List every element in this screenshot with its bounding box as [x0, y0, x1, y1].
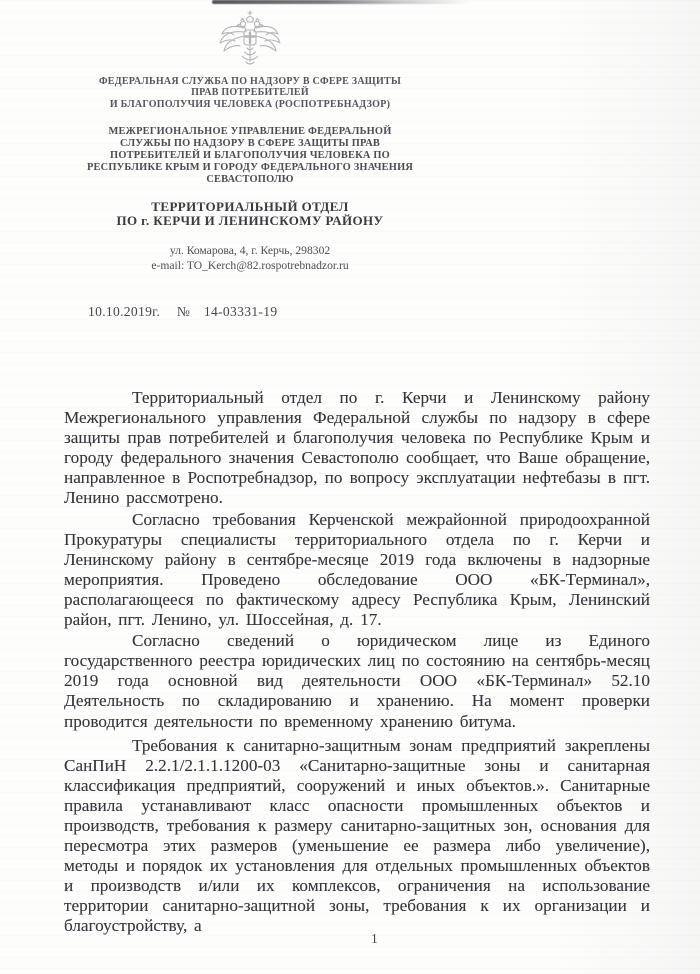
department-name [30, 126, 470, 186]
letter-body [64, 388, 650, 937]
body-paragraph-1: Территориальный отдел по г. Керчи и Ленинскому району Межрегионального управления Федеральной службы по надзору в сфере защиты прав потребителей и благополучия человека по Республике Крым и городу федерального значения Севастополю сообщает, что Ваше обращение, направленное в Роспотребнадзор, по вопросу эксплуатации нефтебазы в пгт. Ленино рассмотрено. [64, 388, 650, 508]
department-name-line: ПОТРЕБИТЕЛЕЙ И БЛАГОПОЛУЧИЯ ЧЕЛОВЕКА ПО [110, 149, 390, 161]
scan-artifact-top-streak [212, 0, 470, 4]
department-name-line: МЕЖРЕГИОНАЛЬНОЕ УПРАВЛЕНИЕ ФЕДЕРАЛЬНОЙ [108, 125, 392, 137]
department-name-line: РЕСПУБЛИКЕ КРЫМ И ГОРОДУ ФЕДЕРАЛЬНОГО ЗНАЧЕНИЯ [86, 161, 414, 173]
office-name-line: ПО г. КЕРЧИ И ЛЕНИНСКОМУ РАЙОНУ [116, 212, 384, 228]
agency-name [30, 76, 470, 110]
postal-address: ул. Комарова, 4, г. Керчь, 298302 [169, 243, 331, 257]
contact-block [30, 243, 470, 273]
rospotrebnadzor-emblem-icon [213, 10, 287, 70]
page-number: 1 [371, 931, 378, 946]
agency-name-line: ПРАВ ПОТРЕБИТЕЛЕЙ [191, 87, 309, 99]
department-name-line: СЛУЖБЫ ПО НАДЗОРУ В СФЕРЕ ЗАЩИТЫ ПРАВ [119, 137, 381, 149]
letter-date: 10.10.2019г. [88, 304, 161, 319]
reference-line [88, 304, 277, 320]
department-name-line: СЕВАСТОПОЛЮ [206, 173, 294, 185]
email-address: e-mail: TO_Kerch@82.rospotrebnadzor.ru [151, 258, 349, 272]
body-paragraph-3: Согласно сведений о юридическом лице из Единого государственного реестра юридических лиц по состоянию на сентябрь-месяц 2019 года основной вид деятельности ООО «БК-Терминал» 52.10 Деятельность по складированию и хранению. На момент проверки проводится деятельности по временному хранению битума. [64, 631, 650, 731]
letterhead [30, 10, 470, 273]
body-paragraph-2: Согласно требования Керченской межрайонной природоохранной Прокуратуры специалисты территориального отдела по г. Керчи и Ленинскому району в сентябре-месяце 2019 года включены в надзорные мероприятия. Проведено обследование ООО «БК-Терминал», располагающееся по фактическому адресу Республика Крым, Ленинский район, пгт. Ленино, ул. Шоссейная, д. 17. [64, 509, 650, 630]
territorial-office-name [30, 200, 470, 228]
body-paragraph-4: Требования к санитарно-защитным зонам предприятий закреплены СанПиН 2.2.1/2.1.1.1200-03 «Санитарно-защитные зоны и санитарная классификация предприятий, сооружений и иных объектов.». Санитарные правила устанавливают класс опасности промышленных объектов и производств, требования к размеру санитарно-защитных зон, основания для пересмотра этих размеров (уменьшение ее размера либо увеличение), методы и порядок их установления для отдельных промышленных объектов и производств и/или их комплексов, ограничения на использование территории санитарно-защитной зоны, требования к их организации и благоустройству, а [64, 735, 650, 936]
agency-name-line: ФЕДЕРАЛЬНАЯ СЛУЖБА ПО НАДЗОРУ В СФЕРЕ ЗАЩИТЫ [98, 76, 402, 87]
letter-number: 14-03331-19 [203, 304, 278, 319]
number-sign: № [176, 304, 191, 319]
agency-name-line: И БЛАГОПОЛУЧИЯ ЧЕЛОВЕКА (РОСПОТРЕБНАДЗОР) [109, 98, 391, 110]
office-name-line: ТЕРРИТОРИАЛЬНЫЙ ОТДЕЛ [151, 198, 349, 214]
